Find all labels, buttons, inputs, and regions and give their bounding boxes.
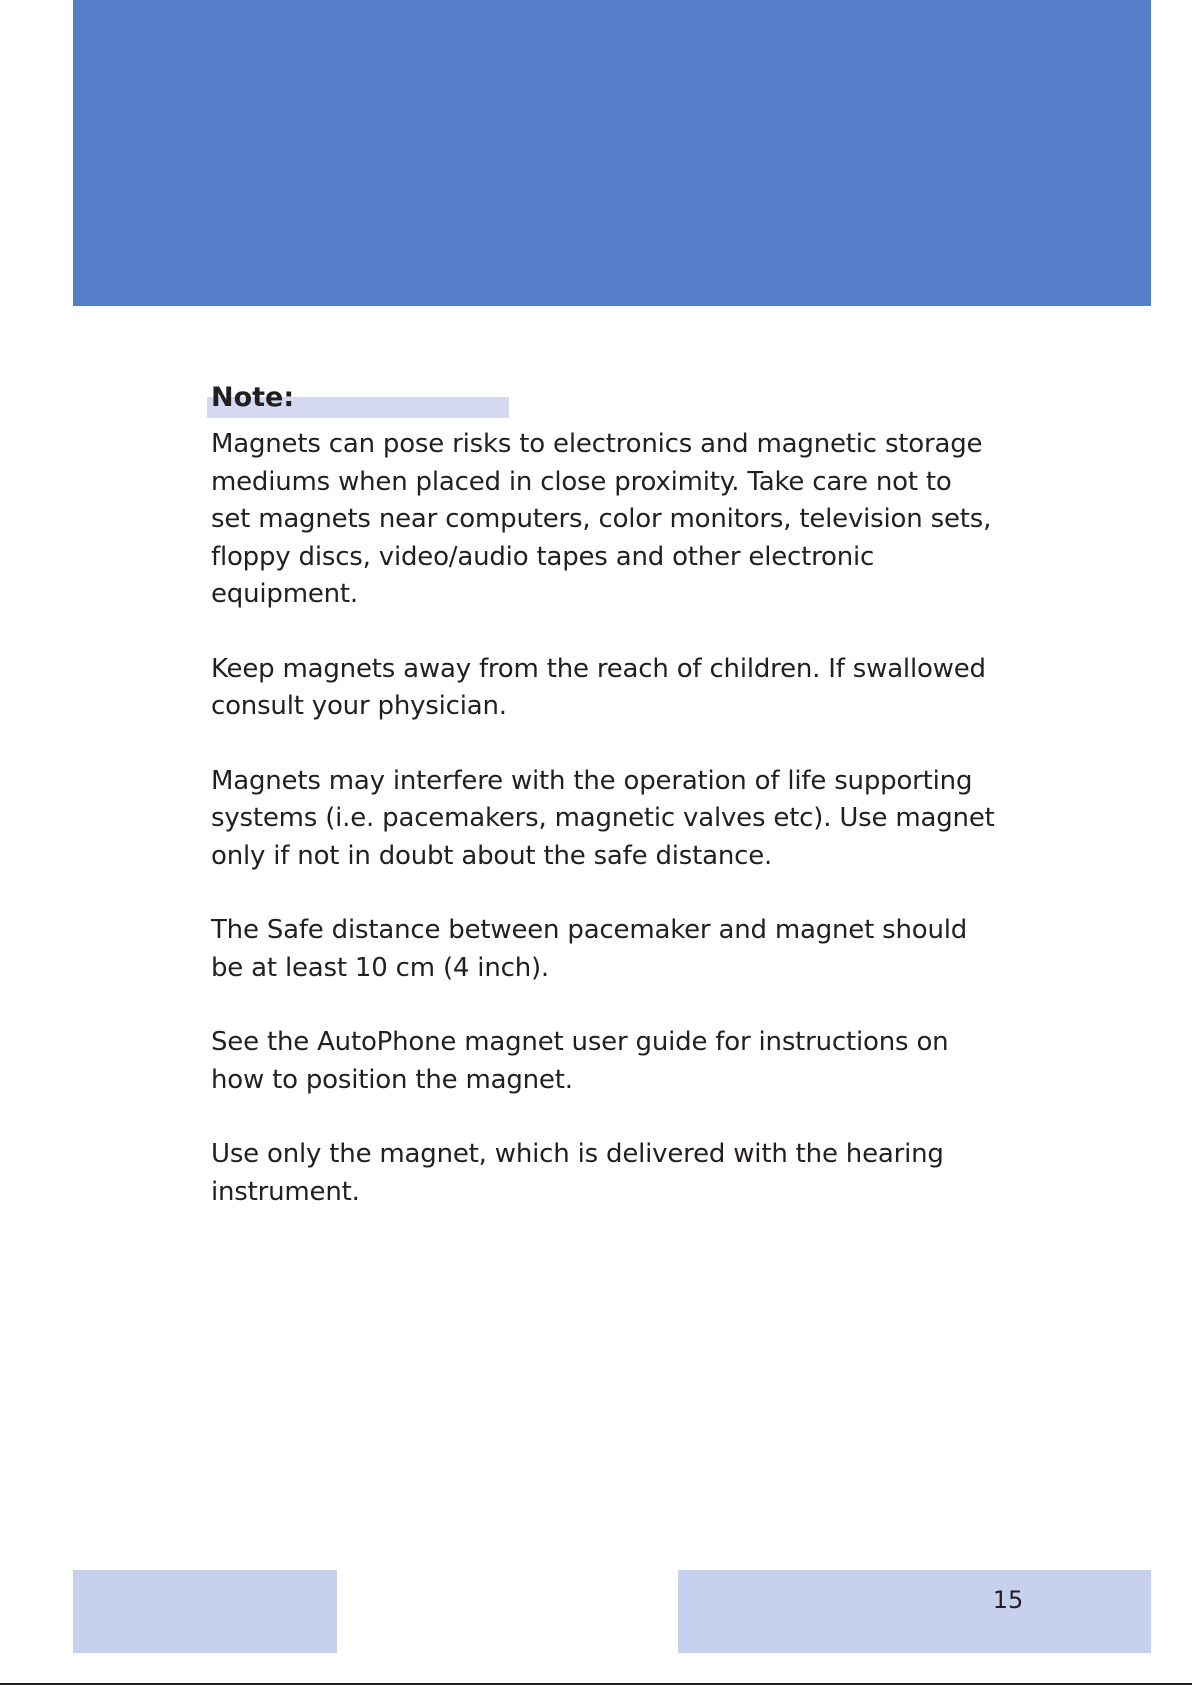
paragraph-life-support-warning: Magnets may interfere with the operation of life supporting systems (i.e. pacemakers, magnetic valves etc). Use magnet only if not in doubt about the safe distance. — [211, 765, 995, 871]
page-number: 15 — [992, 1586, 1024, 1614]
paragraph-magnet-usage: Use only the magnet, which is delivered with the hearing instrument. — [211, 1139, 944, 1207]
header-band — [73, 0, 1151, 306]
footer-right-panel — [678, 1570, 1151, 1653]
note-heading: Note: — [211, 382, 295, 413]
paragraph-children-warning: Keep magnets away from the reach of children. If swallowed consult your physician. — [211, 653, 986, 721]
paragraph-safe-distance: The Safe distance between pacemaker and magnet should be at least 10 cm (4 inch). — [211, 915, 968, 983]
note-body — [211, 426, 1031, 1248]
paragraph-user-guide-reference: See the AutoPhone magnet user guide for instructions on how to position the magnet. — [211, 1027, 949, 1095]
paragraph-electronics-warning: Magnets can pose risks to electronics and magnetic storage mediums when placed in close proximity. Take care not to set magnets near computers, color monitors, television sets, floppy discs, video/audio tapes and other electronic equipment. — [211, 429, 992, 609]
footer-left-panel — [73, 1570, 337, 1653]
